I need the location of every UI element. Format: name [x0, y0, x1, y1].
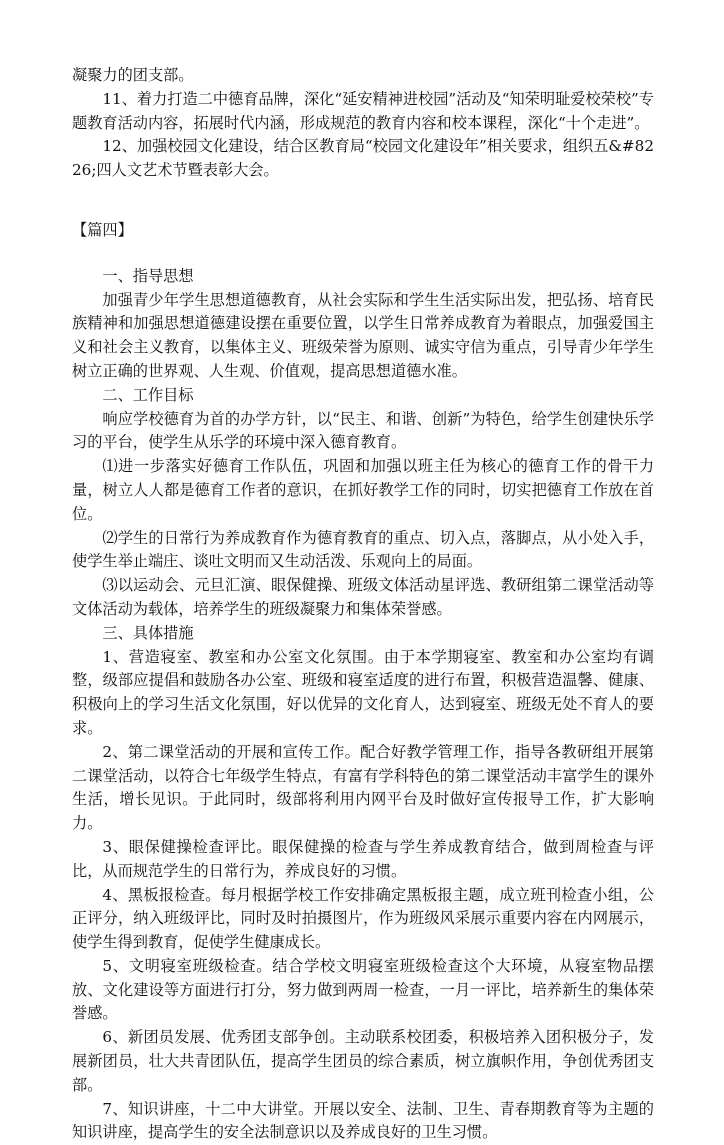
- section-label: 【篇四】: [72, 220, 133, 239]
- work-goals-paragraph: 响应学校德育为首的办学方针，以“民主、和谐、创新”为特色，给学生创建快乐学习的平台，使学生从乐学的环境中深入德育教育。: [72, 409, 654, 452]
- measure-1-paragraph: 1、营造寝室、教室和办公室文化氛围。由于本学期寝室、教室和办公室均有调整，级部应提倡和鼓励各办公室、班级和寝室适度的进行布置，积极营造温馨、健康、积极向上的学习生活文化氛围，好以优异的文化育人，达到寝室、班级无处不育人的要求。: [72, 647, 654, 737]
- measure-7-paragraph: 7、知识讲座，十二中大讲堂。开展以安全、法制、卫生、青春期教育等为主题的知识讲座，提高学生的安全法制意识以及养成良好的卫生习惯。: [72, 1099, 654, 1142]
- measure-5-paragraph: 5、文明寝室班级检查。结合学校文明寝室班级检查这个大环境，从寝室物品摆放、文化建设等方面进行打分，努力做到两周一检查，一月一评比，培养新生的集体荣誉感。: [72, 956, 654, 1023]
- item-11-paragraph: 11、着力打造二中德育品牌，深化“延安精神进校园”活动及“知荣明耻爱校荣校”专题教育活动内容，拓展时代内涵，形成规范的教育内容和校本课程，深化“十个走进”。: [72, 89, 654, 132]
- goal-2-paragraph: ⑵学生的日常行为养成教育作为德育教育的重点、切入点，落脚点，从小处入手，使学生举止端庄、谈吐文明而又生动活泼、乐观向上的局面。: [72, 528, 654, 571]
- goal-3-paragraph: ⑶以运动会、元旦汇演、眼保健操、班级文体活动星评选、教研组第二课堂活动等文体活动为载体，培养学生的班级凝聚力和集体荣誉感。: [72, 576, 654, 618]
- item-12-paragraph: 12、加强校园文化建设，结合区教育局“校园文化建设年”相关要求，组织五&#8226;四人文艺术节暨表彰大会。: [72, 137, 654, 180]
- guiding-ideology-paragraph: 加强青少年学生思想道德教育，从社会实际和学生生活实际出发，把弘扬、培育民族精神和加强思想道德建设摆在重要位置，以学生日常养成教育为着眼点，加强爱国主义和社会主义教育，以集体主义、班级荣誉为原则、诚实守信为重点，引导青少年学生树立正确的世界观、人生观、价值观，提高思想道德水准。: [72, 290, 654, 380]
- heading-work-goals: 二、工作目标: [102, 385, 194, 404]
- measure-3-paragraph: 3、眼保健操检查评比。眼保健操的检查与学生养成教育结合，做到周检查与评比，从而规范学生的日常行为，养成良好的习惯。: [72, 837, 654, 880]
- measure-2-paragraph: 2、第二课堂活动的开展和宣传工作。配合好教学管理工作，指导各教研组开展第二课堂活动，以符合七年级学生特点，有富有学科特色的第二课堂活动丰富学生的课外生活，增长见识。于此同时，级部将利用内网平台及时做好宣传报导工作，扩大影响力。: [72, 742, 654, 833]
- heading-guiding-ideology: 一、指导思想: [102, 266, 194, 285]
- measure-4-paragraph: 4、黑板报检查。每月根据学校工作安排确定黑板报主题，成立班刊检查小组，公正评分，纳入班级评比，同时及时拍摄图片，作为班级风采展示重要内容在内网展示，使学生得到教育，促使学生健康成长。: [72, 885, 654, 952]
- heading-specific-measures: 三、具体措施: [102, 623, 194, 642]
- measure-6-paragraph: 6、新团员发展、优秀团支部争创。主动联系校团委，积极培养入团积极分子，发展新团员，壮大共青团队伍，提高学生团员的综合素质，树立旗帜作用，争创优秀团支部。: [72, 1028, 654, 1094]
- continuation-paragraph: 凝聚力的团支部。: [72, 66, 194, 84]
- goal-1-paragraph: ⑴进一步落实好德育工作队伍，巩固和加强以班主任为核心的德育工作的骨干力量，树立人人都是德育工作者的意识，在抓好教学工作的同时，切实把德育工作放在首位。: [72, 457, 654, 523]
